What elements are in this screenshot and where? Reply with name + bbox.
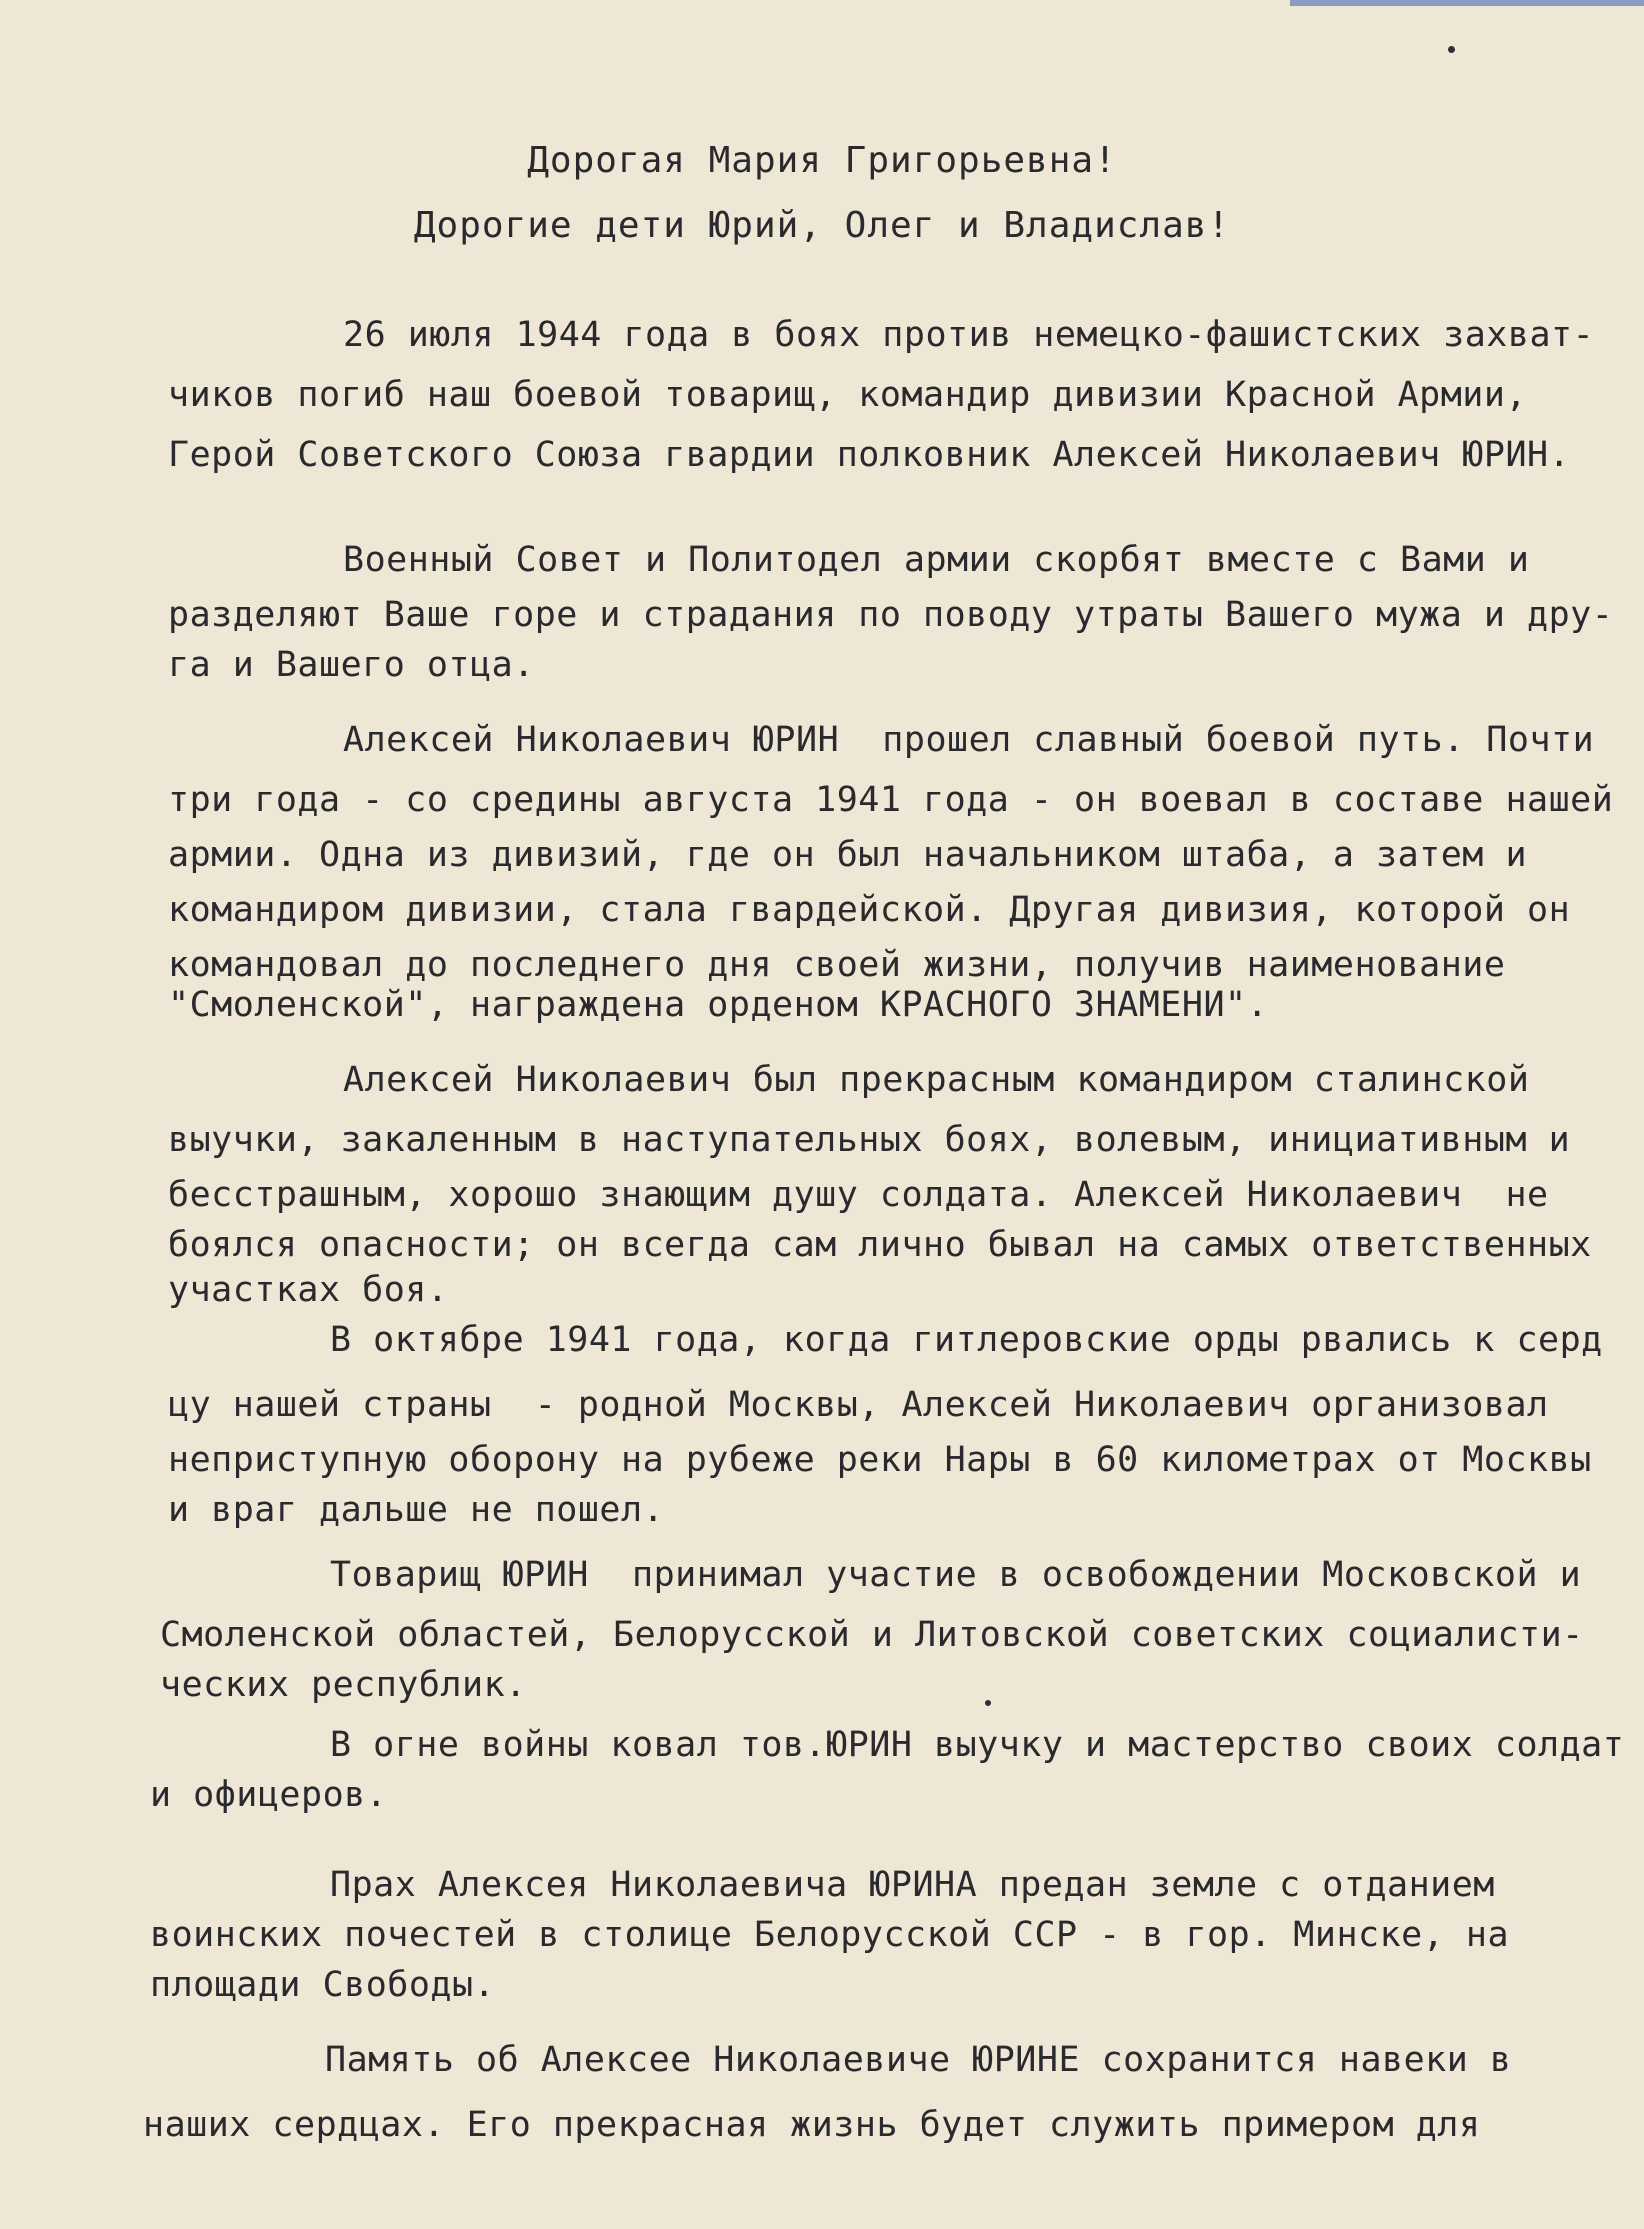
ink-dot xyxy=(1448,46,1455,53)
text-line: участках боя. xyxy=(168,1270,449,1310)
text-line: 26 июля 1944 года в боях против немецко-фашистских захват- xyxy=(343,315,1595,355)
text-line: Прах Алексея Николаевича ЮРИНА предан земле с отданием xyxy=(330,1865,1495,1905)
text-line: ческих республик. xyxy=(160,1665,527,1705)
text-line: воинских почестей в столице Белорусской ССР - в гор. Минске, на xyxy=(150,1915,1510,1955)
text-line: Алексей Николаевич ЮРИН прошел славный боевой путь. Почти xyxy=(343,720,1595,760)
text-line: разделяют Ваше горе и страдания по поводу утраты Вашего мужа и дру- xyxy=(168,595,1614,635)
text-line: наших сердцах. Его прекрасная жизнь будет служить примером для xyxy=(143,2105,1481,2145)
text-line: В октябре 1941 года, когда гитлеровские орды рвались к серд xyxy=(330,1320,1603,1360)
text-line: га и Вашего отца. xyxy=(168,645,535,685)
text-line: площади Свободы. xyxy=(150,1965,496,2005)
text-line: Смоленской областей, Белорусской и Литовской советских социалисти- xyxy=(160,1615,1584,1655)
text-line: Товарищ ЮРИН принимал участие в освобождении Московской и xyxy=(330,1555,1582,1595)
text-line: В огне войны ковал тов.ЮРИН выучку и мастерство своих солдат xyxy=(330,1725,1625,1765)
text-line: чиков погиб наш боевой товарищ, командир дивизии Красной Армии, xyxy=(168,375,1528,415)
text-line: командовал до последнего дня своей жизни, получив наименование xyxy=(168,945,1506,985)
text-line: и офицеров. xyxy=(150,1775,388,1815)
text-line: и враг дальше не пошел. xyxy=(168,1490,665,1530)
text-line: армии. Одна из дивизий, где он был начальником штаба, а затем и xyxy=(168,835,1528,875)
text-line: три года - со средины августа 1941 года - он воевал в составе нашей xyxy=(168,780,1614,820)
salutation-line: Дорогая Мария Григорьевна! xyxy=(527,140,1117,181)
text-line: неприступную оборону на рубеже реки Нары в 60 километрах от Москвы xyxy=(168,1440,1592,1480)
text-line: командиром дивизии, стала гвардейской. Другая дивизия, которой он xyxy=(168,890,1571,930)
text-line: выучки, закаленным в наступательных боях, волевым, инициативным и xyxy=(168,1120,1571,1160)
salutation-line: Дорогие дети Юрий, Олег и Владислав! xyxy=(413,205,1231,246)
text-line: боялся опасности; он всегда сам лично бывал на самых ответственных xyxy=(168,1225,1592,1265)
text-line: Алексей Николаевич был прекрасным командиром сталинской xyxy=(343,1060,1530,1100)
text-line: Герой Советского Союза гвардии полковник Алексей Николаевич ЮРИН. xyxy=(168,435,1571,475)
text-line: Военный Совет и Политодел армии скорбят вместе с Вами и xyxy=(343,540,1530,580)
text-line: бесстрашным, хорошо знающим душу солдата. Алексей Николаевич не xyxy=(168,1175,1549,1215)
text-line: цу нашей страны - родной Москвы, Алексей Николаевич организовал xyxy=(168,1385,1549,1425)
text-line: Память об Алексее Николаевиче ЮРИНЕ сохранится навеки в xyxy=(325,2040,1512,2080)
blue-edge-mark xyxy=(1290,0,1644,6)
text-line: "Смоленской", награждена орденом КРАСНОГО ЗНАМЕНИ". xyxy=(168,985,1269,1025)
ink-dot xyxy=(985,1700,991,1706)
